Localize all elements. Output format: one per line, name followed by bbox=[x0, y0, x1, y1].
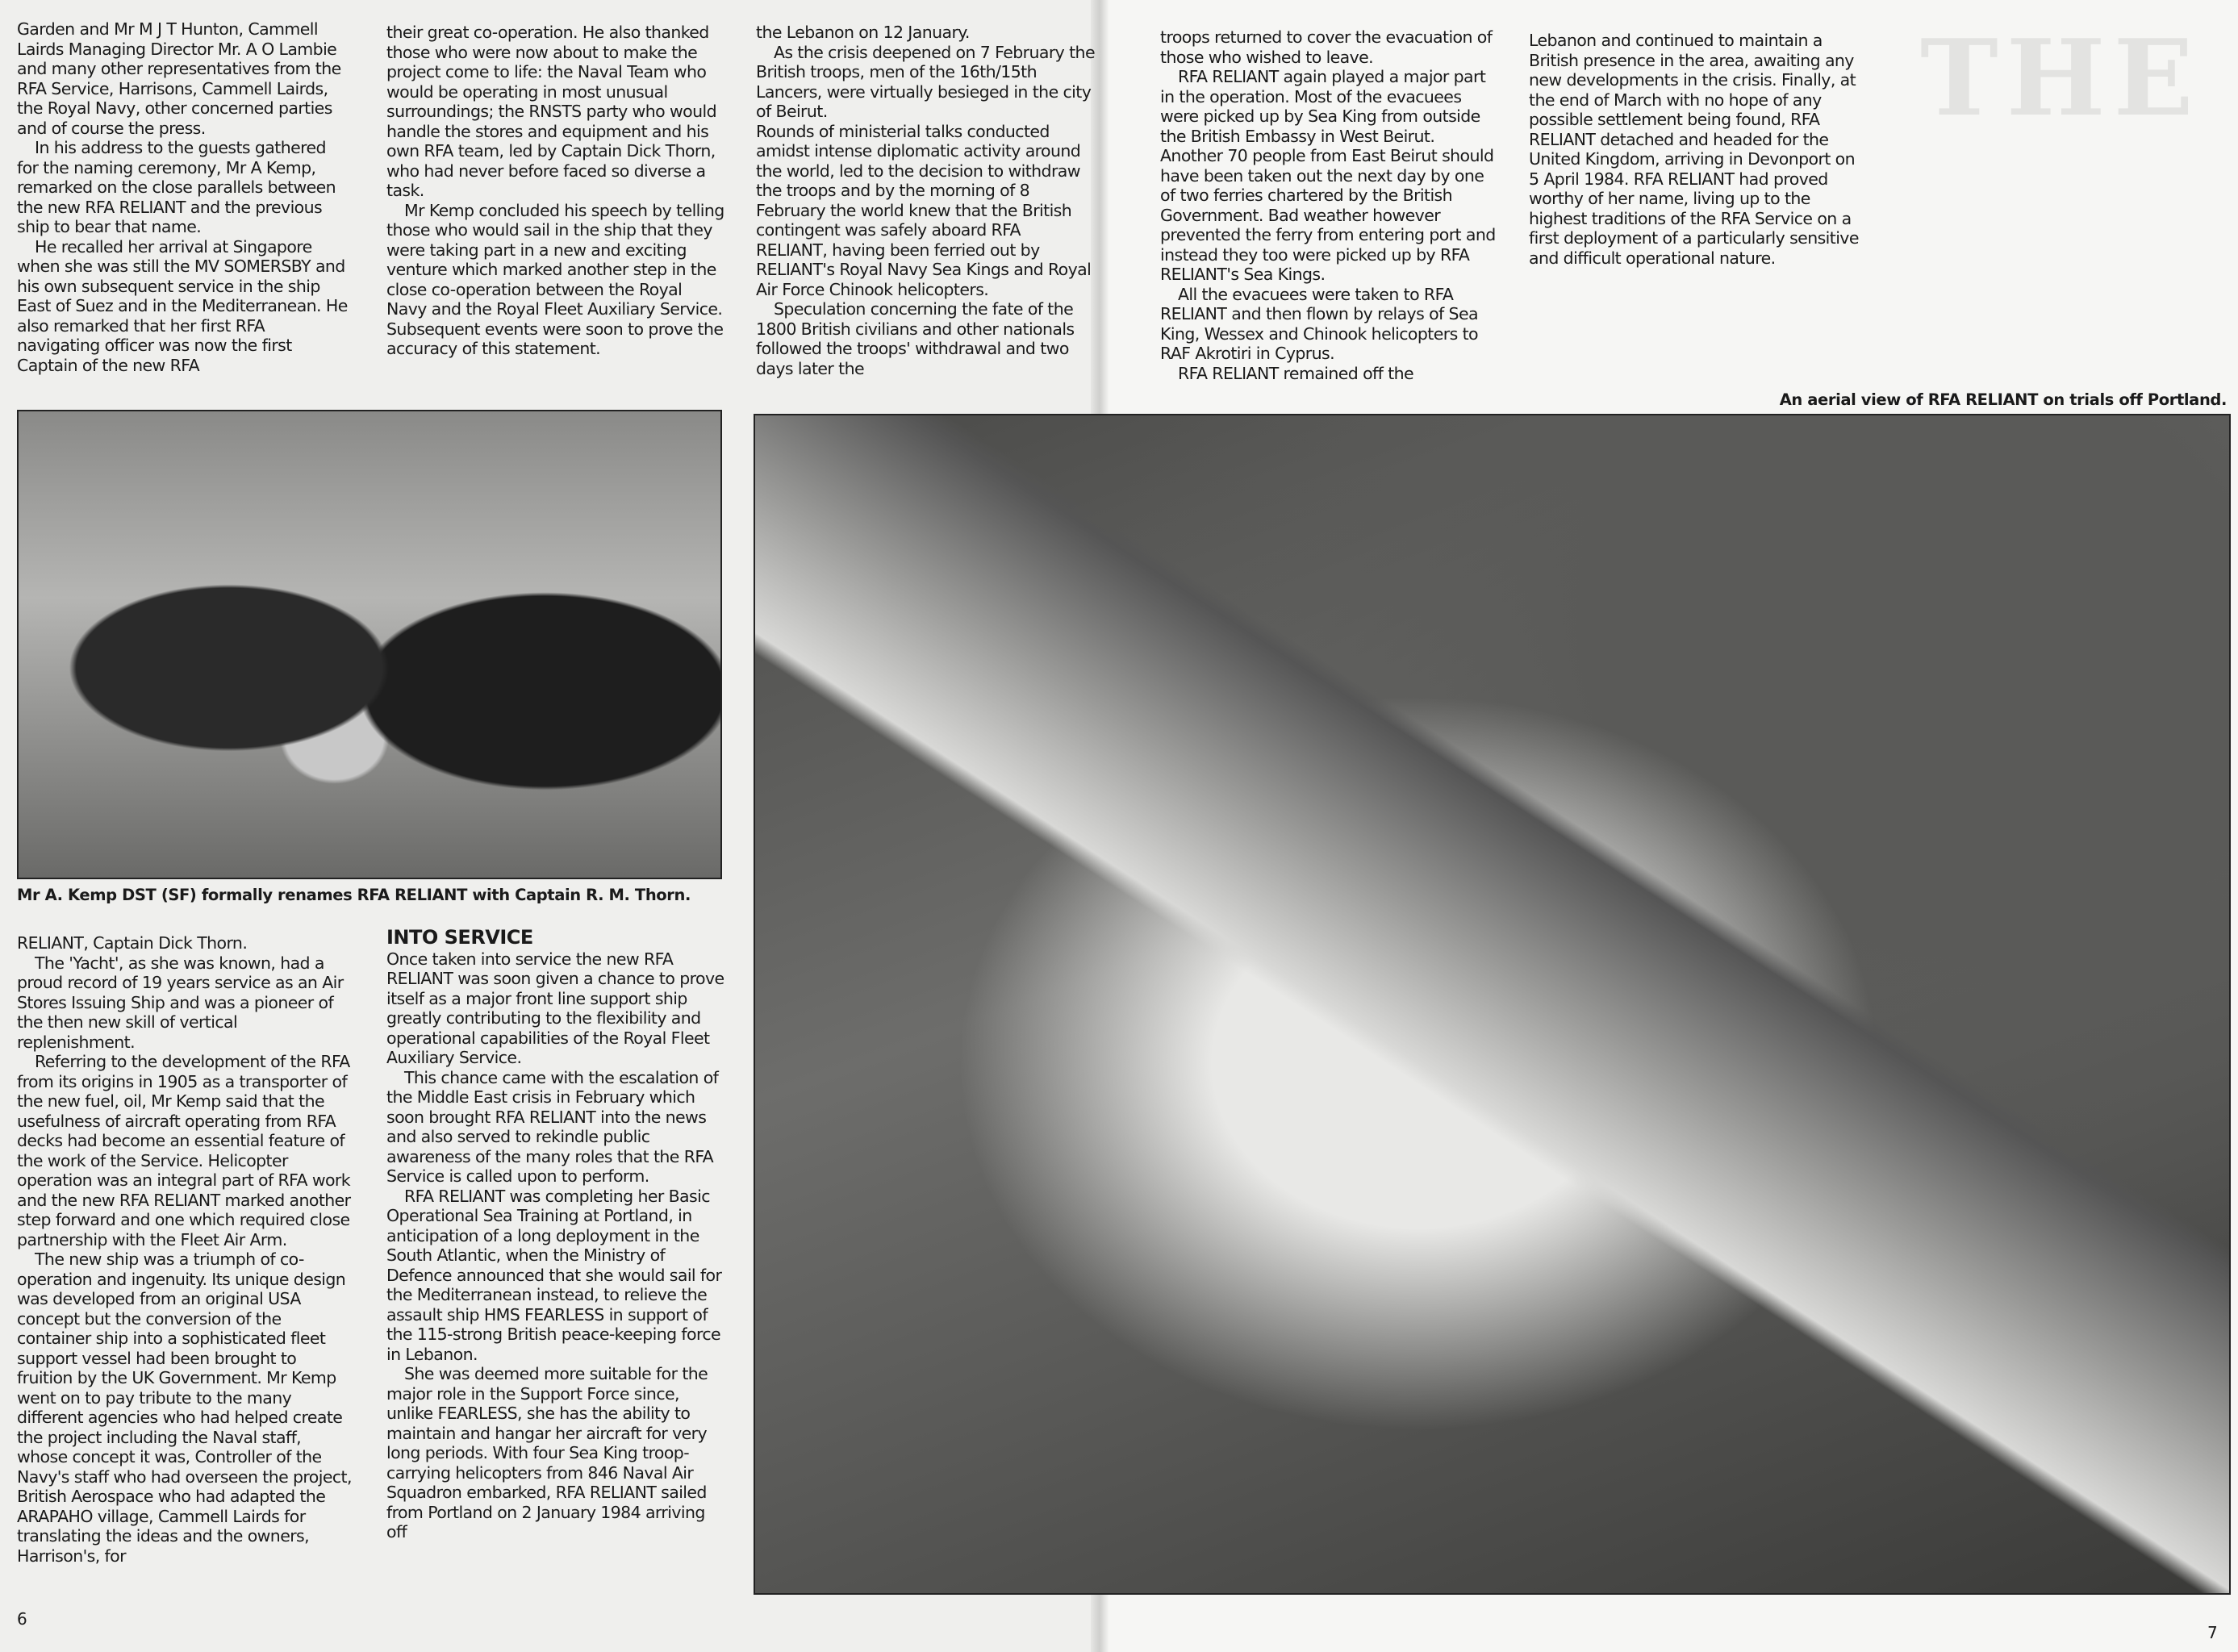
paragraph: Referring to the development of the RFA from its origins in 1905 as a transporter of the new fuel, oil, Mr Kemp said that the usefulness of aircraft operating from RFA decks had become an essential feature of the work of the Service. Helicopter operation was an integral part of RFA work and the new RFA RELIANT marked another step forward and one which required close partnership with the Fleet Air Arm. bbox=[17, 1052, 351, 1249]
paragraph: RFA RELIANT remained off the bbox=[1178, 363, 1414, 383]
paragraph: The new ship was a triumph of co-operation and ingenuity. Its unique design was developed from an original USA concept but the conversion of the container ship into a sophisticated fleet support vessel had been brought to fruition by the UK Government. Mr Kemp went on to pay tribute to the many different agencies who had helped create the project including the Naval staff, whose concept it was, Controller of the Navy's staff who had overseen the project, British Aerospace who had adapted the ARAPAHO village, Cammell Lairds for translating the ideas and the owners, Harrison's, for bbox=[17, 1249, 352, 1566]
paragraph: As the crisis deepened on 7 February the British troops, men of the 16th/15th Lancers, were virtually besieged in the city of Beirut. bbox=[756, 42, 1095, 121]
show-through-watermark: THE bbox=[1920, 16, 2202, 140]
paragraph: RFA RELIANT again played a major part in the operation. Most of the evacuees were picked up by Sea King from outside the British Embassy in West Beirut. Another 70 people from East Beirut should have been taken out the next day by one of two ferries chartered by the British Government. Bad weather however prevented the ferry from entering port and instead they too were picked up by RFA RELIANT's Sea Kings. bbox=[1160, 67, 1496, 284]
paragraph: In his address to the guests gathered for the naming ceremony, Mr A Kemp, remarked on the close parallels between the new RFA RELIANT and the previous ship to bear that name. bbox=[17, 138, 336, 236]
paragraph: troops returned to cover the evacuation of those who wished to leave. bbox=[1160, 27, 1493, 67]
paragraph: This chance came with the escalation of the Middle East crisis in February which soon brought RFA RELIANT into the news and also served to rekindle public awareness of the many roles that the RFA Service is called upon to perform. bbox=[386, 1067, 719, 1186]
left-col1-top bbox=[17, 19, 348, 375]
page-number-right: 7 bbox=[2207, 1623, 2218, 1642]
paragraph: Lebanon and continued to maintain a British presence in the area, awaiting any new developments in the crisis. Finally, at the end of March with no hope of any possible settlement being found, RFA RELIANT detached and headed for the United Kingdom, arriving in Devonport on 5 April 1984. RFA RELIANT had proved worthy of her name, living up to the highest traditions of the RFA Service on a first deployment of a particularly sensitive and difficult operational nature. bbox=[1529, 31, 1859, 268]
paragraph: Mr Kemp concluded his speech by telling those who would sail in the ship that they were taking part in a new and exciting venture which marked another step in the close co-operation between the Royal Navy and the Royal Fleet Auxiliary Service. Subsequent events were soon to prove the accuracy of this statement. bbox=[386, 200, 724, 358]
left-col2-top bbox=[386, 23, 725, 359]
paragraph: RFA RELIANT was completing her Basic Operational Sea Training at Portland, in anticipation of a long deployment in the South Atlantic, when the Ministry of Defence announced that she would sail for the Mediterranean instead, to relieve the assault ship HMS FEARLESS in support of the 115-strong British peace-keeping force in Lebanon. bbox=[386, 1186, 722, 1364]
into-service-heading: INTO SERVICE bbox=[386, 926, 533, 949]
paragraph: She was deemed more suitable for the major role in the Support Force since, unlike FEARLESS, she has the ability to maintain and hangar her aircraft for very long periods. With four Sea King troop-carrying helicopters from 846 Naval Air Squadron embarked, RFA RELIANT sailed from Portland on 2 January 1984 arriving off bbox=[386, 1364, 708, 1541]
left-col3-top bbox=[756, 23, 1095, 378]
paragraph: their great co-operation. He also thanked those who were now about to make the project come to life: the Naval Team who would be operating in most unusual surroundings; the RNSTS party who would handle the stores and equipment and his own RFA team, led by Captain Dick Thorn, who had never before faced so diverse a task. bbox=[386, 23, 716, 200]
paragraph: Speculation concerning the fate of the 1800 British civilians and other nationals followed the troops' withdrawal and two days later the bbox=[756, 299, 1075, 378]
paragraph: the Lebanon on 12 January. bbox=[756, 23, 970, 42]
page-number-left: 6 bbox=[17, 1609, 27, 1629]
paragraph: All the evacuees were taken to RFA RELIANT and then flown by relays of Sea King, Wessex and Chinook helicopters to RAF Akrotiri in Cyprus. bbox=[1160, 284, 1478, 363]
ceremony-photo-caption: Mr A. Kemp DST (SF) formally renames RFA RELIANT with Captain R. M. Thorn. bbox=[17, 886, 691, 904]
paragraph: The 'Yacht', as she was known, had a proud record of 19 years service as an Air Stores Issuing Ship and was a pioneer of the then new skill of vertical replenishment. bbox=[17, 953, 344, 1052]
ship-photo-caption: An aerial view of RFA RELIANT on trials off Portland. bbox=[1779, 390, 2227, 409]
paragraph: Once taken into service the new RFA RELIANT was soon given a chance to prove itself as a major front line support ship greatly contributing to the flexibility and operational capabilities of the Royal Fleet Auxiliary Service. bbox=[386, 949, 724, 1067]
left-col1-bottom bbox=[17, 933, 352, 1566]
paragraph: RELIANT, Captain Dick Thorn. bbox=[17, 933, 248, 953]
right-col4-top bbox=[1160, 27, 1499, 383]
into-service-text bbox=[386, 949, 725, 1542]
right-col5-top bbox=[1529, 31, 1868, 268]
paragraph: Garden and Mr M J T Hunton, Cammell Lairds Managing Director Mr. A O Lambie and many other representatives from the RFA Service, Harrisons, Cammell Lairds, the Royal Navy, other concerned parties and of course the press. bbox=[17, 19, 341, 138]
paragraph: Rounds of ministerial talks conducted amidst intense diplomatic activity around the world, led to the decision to withdraw the troops and by the morning of 8 February the world knew that the British contingent was safely aboard RFA RELIANT, having been ferried out by RELIANT's Royal Navy Sea Kings and Royal Air Force Chinook helicopters. bbox=[756, 121, 1092, 299]
left-col2-bottom bbox=[386, 928, 725, 1542]
ceremony-photo bbox=[17, 410, 722, 879]
aerial-ship-photo bbox=[754, 414, 2231, 1595]
paragraph: He recalled her arrival at Singapore when she was still the MV SOMERSBY and his own subsequent service in the ship East of Suez and in the Mediterranean. He also remarked that her first RFA navigating officer was now the first Captain of the new RFA bbox=[17, 236, 348, 375]
